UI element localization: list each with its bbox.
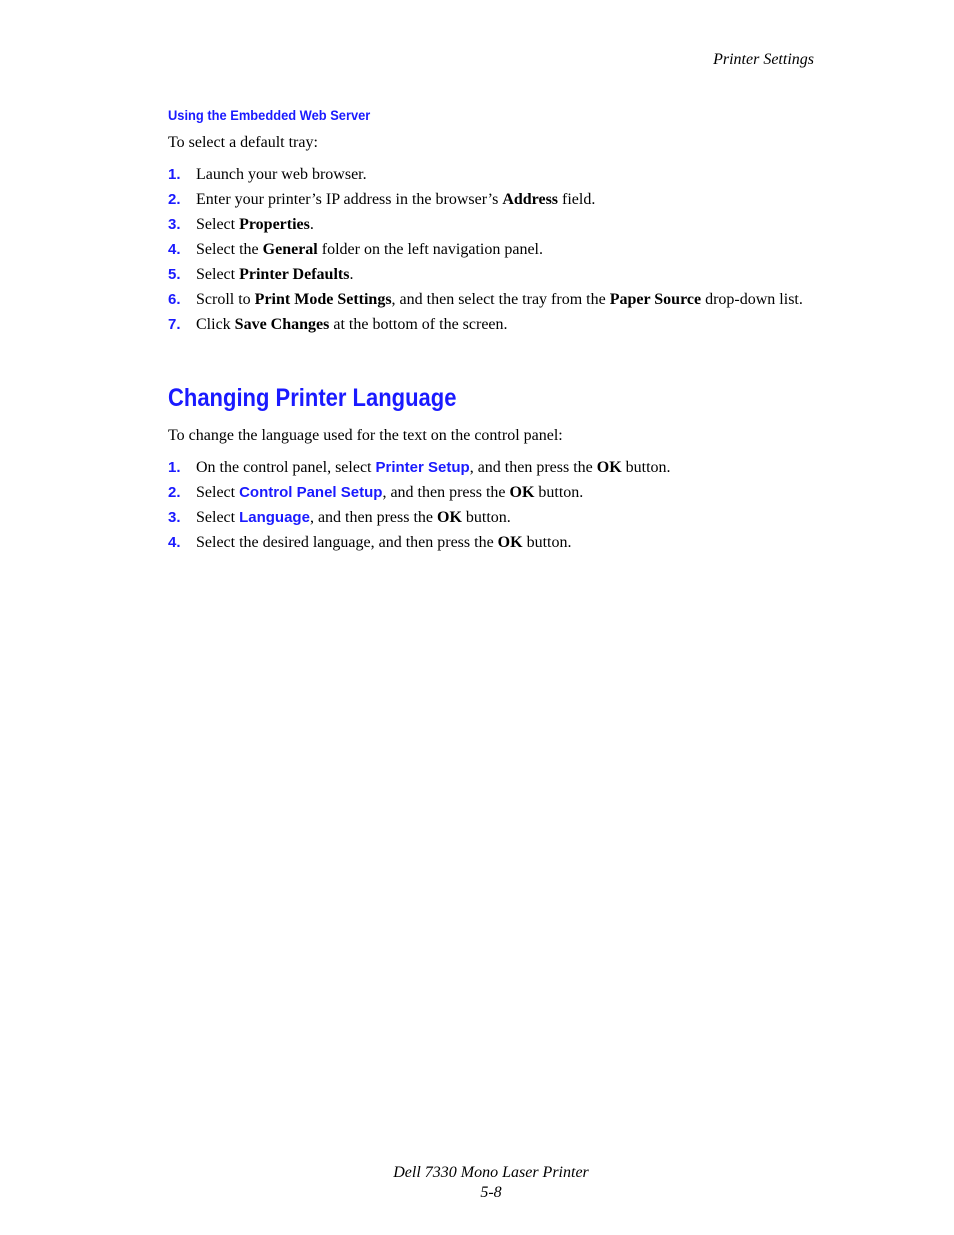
step-text: , and then select the tray from the <box>391 291 610 308</box>
step-bold-term: OK <box>509 484 535 501</box>
step-text: at the bottom of the screen. <box>329 316 508 333</box>
step-text: Scroll to <box>196 291 255 308</box>
list-item <box>168 315 818 335</box>
step-text: Click <box>196 316 235 333</box>
intro-text: To change the language used for the text on the control panel: <box>168 427 563 444</box>
step-number: 4. <box>168 534 181 551</box>
step-text: On the control panel, select <box>196 459 376 476</box>
step-bold-term: Properties <box>239 216 310 233</box>
step-text: button. <box>522 534 572 551</box>
step-text: Select <box>196 266 240 283</box>
step-text: Select the desired language, and then press the <box>196 534 498 551</box>
step-number: 3. <box>168 509 181 526</box>
list-item <box>168 508 818 528</box>
step-bold-term: Printer Defaults <box>239 266 350 283</box>
step-bold-term: Print Mode Settings <box>254 291 392 308</box>
running-header: Printer Settings <box>713 51 814 68</box>
step-bold-term: General <box>262 241 318 258</box>
step-number: 7. <box>168 316 181 333</box>
step-number: 2. <box>168 191 181 208</box>
step-text: , and then press the <box>382 484 510 501</box>
step-text: Select the <box>196 241 263 258</box>
step-number: 4. <box>168 241 181 258</box>
step-number: 6. <box>168 291 181 308</box>
step-bold-term: Save Changes <box>234 316 330 333</box>
list-item <box>168 458 818 478</box>
menu-item-reference: Control Panel Setup <box>239 484 383 501</box>
step-text: Select <box>196 484 240 501</box>
step-bold-term: Paper Source <box>609 291 702 308</box>
step-number: 1. <box>168 166 181 183</box>
list-item <box>168 265 818 285</box>
step-list-language <box>168 458 818 558</box>
step-text: drop-down list. <box>701 291 803 308</box>
list-item <box>168 483 818 503</box>
subsection-heading: Using the Embedded Web Server <box>168 107 371 123</box>
page-footer <box>0 1163 954 1203</box>
step-text: Enter your printer’s IP address in the browser’s <box>196 191 503 208</box>
step-text: folder on the left navigation panel. <box>317 241 543 258</box>
intro-text: To select a default tray: <box>168 134 318 151</box>
page-number: 5-8 <box>480 1184 502 1201</box>
step-bold-term: Address <box>502 191 559 208</box>
section-heading: Changing Printer Language <box>168 384 457 412</box>
list-item <box>168 533 818 553</box>
product-name: Dell 7330 Mono Laser Printer <box>393 1164 589 1181</box>
step-number: 2. <box>168 484 181 501</box>
step-bold-term: OK <box>596 459 622 476</box>
step-text: . <box>309 216 314 233</box>
menu-item-reference: Printer Setup <box>375 459 470 476</box>
menu-item-reference: Language <box>239 509 310 526</box>
list-item <box>168 190 818 210</box>
step-text: , and then press the <box>469 459 597 476</box>
list-item <box>168 165 818 185</box>
step-text: , and then press the <box>309 509 438 526</box>
list-item <box>168 215 818 235</box>
step-number: 3. <box>168 216 181 233</box>
list-item <box>168 290 818 310</box>
step-text: . <box>349 266 354 283</box>
list-item <box>168 240 818 260</box>
step-text: field. <box>558 191 596 208</box>
step-text: Launch your web browser. <box>196 166 367 183</box>
step-text: button. <box>461 509 511 526</box>
step-number: 1. <box>168 459 181 476</box>
step-bold-term: OK <box>437 509 462 526</box>
step-text: button. <box>621 459 671 476</box>
step-text: button. <box>534 484 584 501</box>
step-bold-term: OK <box>497 534 523 551</box>
step-text: Select <box>196 509 240 526</box>
step-text: Select <box>196 216 240 233</box>
step-number: 5. <box>168 266 181 283</box>
step-list-web-server <box>168 165 818 340</box>
